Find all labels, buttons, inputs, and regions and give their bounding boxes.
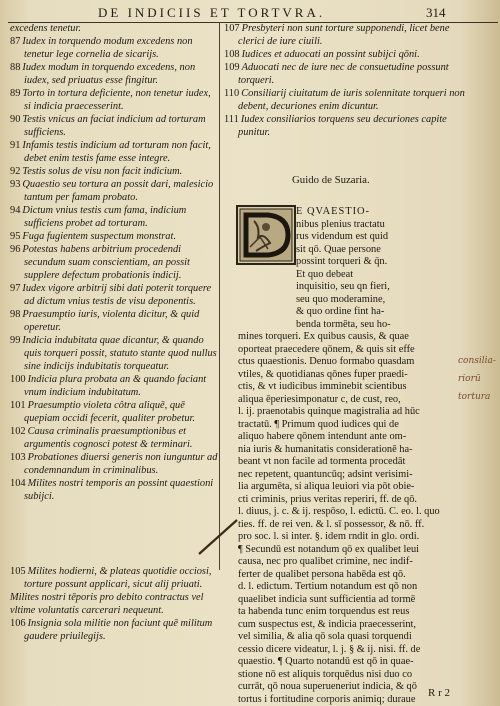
text-line: cessio dicere videatur, l. j. § & ij. nisi. ff. de xyxy=(238,643,421,655)
marginal-note: tortura xyxy=(458,392,491,402)
entry-number: 106 xyxy=(10,618,26,629)
text-line: inquisitio, seu qn fieri, xyxy=(296,281,390,292)
text-line: possint torqueri & q̄n. xyxy=(296,256,388,267)
text-line: l. ij. praenotabis quinque magistralia ad hūc xyxy=(238,406,420,417)
entry-number: 88 xyxy=(10,62,21,73)
entry-number: 104 xyxy=(10,478,26,489)
text-line: nec repetent, quantuncūq; adsint verisimi- xyxy=(238,468,413,480)
page-title: DE INDICIIS ET TORTVRA. xyxy=(98,5,326,20)
index-entry xyxy=(222,61,466,87)
entry-text: Iudex vigore arbitrij sibi dati poterit torquere ad dictum vnius testis de visu deponentis. xyxy=(22,283,212,307)
entry-number: 108 xyxy=(224,49,240,60)
index-entry xyxy=(8,61,218,87)
entry-text: Dictum vnius testis cum fama, indicium sufficiens probet ad torturam. xyxy=(22,205,187,229)
index-entry xyxy=(8,591,223,617)
text-line: lia argumēta, si aliqua leuiori via pōt obie- xyxy=(238,481,415,492)
text-line: benda tormēta, seu ho- xyxy=(296,318,391,330)
entry-number: 111 xyxy=(224,114,239,125)
index-entry xyxy=(8,113,218,139)
text-line: mines torqueri. Ex quibus causis, & quae xyxy=(238,331,409,342)
text-line: beant vt non facile ad tormenta procedāt xyxy=(238,456,406,467)
index-entry xyxy=(222,87,466,113)
signature-mark: R r 2 xyxy=(428,687,450,699)
text-line: ferter de qualibet persona habēda est qō. xyxy=(238,568,406,580)
entry-number: 93 xyxy=(10,179,21,190)
text-line: vel similia, & alia qō sola quasi torquendi xyxy=(238,631,412,642)
text-line: rus videndum est quid xyxy=(296,231,389,242)
text-line: d. l. edictum. Tertium notandum est qō non xyxy=(238,581,418,592)
index-column-left-tail xyxy=(8,565,223,643)
text-line: cum suspectus est, & indicia praecesserint, xyxy=(238,618,417,630)
index-entry xyxy=(8,399,218,425)
text-line: l. diuus, j. c. & ij. respōso, l. edictū. C. eo. l. quo xyxy=(238,506,440,517)
entry-text: excedens tenetur. xyxy=(10,23,81,34)
text-line: tortus i fortitudine corporis animiq; duraue xyxy=(238,693,416,705)
entry-number: 91 xyxy=(10,140,21,151)
index-entry xyxy=(8,617,223,643)
entry-text: Praesumptio violeta côtra aliquē, quē quepiam occidi fecerit, qualiter probetur. xyxy=(24,400,196,424)
index-entry xyxy=(8,373,218,399)
commentary-text xyxy=(238,192,466,706)
entry-text: Iudex consiliarios torquens seu decuriones capite punitur. xyxy=(238,114,447,138)
index-entry xyxy=(8,165,218,178)
entry-text: Praesumptio iuris, violenta dicitur, & quid operetur. xyxy=(22,309,200,333)
entry-number: 100 xyxy=(10,374,26,385)
text-line: currāt, qō noua superueneriut indicia, & qō xyxy=(238,681,417,692)
section-author: Guido de Suzaria. xyxy=(292,174,370,186)
entry-number: 87 xyxy=(10,36,21,47)
entry-text: Fuga fugientem suspectum monstrat. xyxy=(22,231,176,242)
index-entry xyxy=(8,243,218,282)
text-line: aliquo habere qōnem intendunt ante om- xyxy=(238,431,407,442)
entry-number: 110 xyxy=(224,88,240,99)
marginal-note: riorū xyxy=(458,374,481,384)
index-entry xyxy=(8,308,218,334)
entry-text: Milites nostri tēporis pro debito contractus vel vltime voluntatis carcerari nequeunt. xyxy=(10,592,204,616)
index-entry xyxy=(8,425,218,451)
entry-text: Milites hodierni, & plateas quotidie occiosi, torture possunt applicari, sicut alij priuati. xyxy=(24,566,212,590)
index-entry xyxy=(222,22,466,48)
index-entry xyxy=(8,87,218,113)
entry-number: 103 xyxy=(10,452,26,463)
index-entry xyxy=(8,204,218,230)
entry-text: Insignia sola militie non faciunt quē militum gaudere priuilegijs. xyxy=(24,618,213,642)
entry-number: 95 xyxy=(10,231,21,242)
entry-text: Iudex modum in torquendo excedens, non iudex, sed priuatus esse fingitur. xyxy=(22,62,196,86)
text-line: ties. ff. de rei ven. & l. sī possessor, & nō. ff. xyxy=(238,518,425,530)
text-line: nibus plenius tractatu xyxy=(296,218,385,230)
entry-text: Causa criminalis praesumptionibus et argumentis cognosci potest & terminari. xyxy=(24,426,193,450)
entry-text: Testis solus de visu non facit indicium. xyxy=(22,166,183,177)
entry-number: 90 xyxy=(10,114,21,125)
index-column-right xyxy=(222,22,466,139)
entry-text: Torto in tortura deficiente, non tenetur iudex, si indicia praecesserint. xyxy=(22,88,211,112)
marginal-note: consilia- xyxy=(458,356,496,366)
entry-number: 101 xyxy=(10,400,26,411)
entry-text: Quaestio seu tortura an possit dari, malesicio tantum per famam probato. xyxy=(22,179,214,203)
entry-number: 96 xyxy=(10,244,21,255)
entry-text: Indicia indubitata quae dicantur, & quando quis torqueri possit, statuto stante quod nullus sine indicijs indubitatis torqueatur. xyxy=(22,335,217,372)
text-line: ctis, & vt iudicibus imminebit scientibus xyxy=(238,381,407,392)
index-entry xyxy=(8,178,218,204)
column-divider xyxy=(219,22,220,570)
text-line: quaelibet indicia sunt sufficientia ad tormē xyxy=(238,593,416,605)
index-column-left xyxy=(8,22,218,503)
pen-stroke-mark xyxy=(195,510,245,560)
text-line: sit qō. Quae persone xyxy=(296,243,381,255)
text-line: tractatū. ¶ Primum quod iudices qui de xyxy=(238,418,399,430)
text-line: ta habenda tunc enim torquendus est reus xyxy=(238,606,410,617)
entry-number: 92 xyxy=(10,166,21,177)
entry-number: 105 xyxy=(10,566,26,577)
text-line: seu quo moderamine, xyxy=(296,293,386,305)
entry-text: Milites nostri temporis an possint quaestioni subijci. xyxy=(24,478,214,502)
entry-text: Presbyteri non sunt torture supponendi, licet bene clerici de iure ciuili. xyxy=(238,23,450,47)
text-line: stione nō est aliquis torquēdus nisi duo co xyxy=(238,668,413,680)
entry-text: Iudices et aduocati an possint subijci qōni. xyxy=(241,49,420,60)
entry-number: 107 xyxy=(224,23,240,34)
index-entry xyxy=(8,565,223,591)
index-entry xyxy=(8,22,218,35)
entry-text: Consiliarij ciuitatum de iuris solennitate torqueri non debent, decuriones enim dicuntur. xyxy=(238,88,465,112)
entry-text: Infamis testis indicium ad torturam non facit, debet enim testis fame esse integre. xyxy=(22,140,211,164)
index-entry xyxy=(8,334,218,373)
index-entry xyxy=(8,35,218,61)
entry-number: 89 xyxy=(10,88,21,99)
page-number: 314 xyxy=(426,5,446,20)
text-line: ctus quaestionis. Denuo formabo quasdam xyxy=(238,356,415,367)
index-entry xyxy=(222,113,466,139)
text-line: vtiles, & quotidianas qōnes fuper praedi- xyxy=(238,368,408,380)
entry-text: Iudex in torquendo modum excedens non tenetur lege cornelia de sicarijs. xyxy=(22,36,193,60)
text-line: aliqua ēperiesimponatur c, de cust, reo, xyxy=(238,393,401,405)
index-entry xyxy=(222,48,466,61)
entry-number: 94 xyxy=(10,205,21,216)
text-line: E QVAESTIO- xyxy=(296,206,371,217)
entry-text: Aduocati nec de iure nec de consuetudine possunt torqueri. xyxy=(238,62,449,86)
entry-number: 109 xyxy=(224,62,240,73)
entry-text: Probationes diuersi generis non iunguntur ad condemnandum in criminalibus. xyxy=(24,452,218,476)
text-line: & quo ordine fint ha- xyxy=(296,306,385,317)
text-line: Et quo debeat xyxy=(296,268,354,280)
entry-text: Indicia plura probata an & quando faciant vnum indicium indubitatum. xyxy=(24,374,207,398)
index-entry xyxy=(8,139,218,165)
entry-number: 102 xyxy=(10,426,26,437)
text-line: oporteat praecedere qōnem, & quis sit effe xyxy=(238,343,415,355)
entry-number: 97 xyxy=(10,283,21,294)
text-line: cti criminis, prius veritas reperiri, ff. de qō. xyxy=(238,493,417,505)
text-line: ¶ Secundū est notandum qō ex qualibet leui xyxy=(238,543,420,555)
index-entry xyxy=(8,477,218,503)
running-head xyxy=(8,2,498,23)
text-line: causa, nec pro qualibet crimine, nec indif- xyxy=(238,556,413,567)
text-line: pro soc. l. si inter. §. idem rndit in glo. ordi. xyxy=(238,531,420,542)
entry-number: 98 xyxy=(10,309,21,320)
text-line: quaestio. ¶ Quarto notandū est qō in quae- xyxy=(238,656,414,667)
index-entry xyxy=(8,451,218,477)
text-line: nia iuris & humanitatis considerationē ha- xyxy=(238,443,413,455)
index-entry xyxy=(8,282,218,308)
handwritten-marginalia xyxy=(458,352,496,406)
entry-text: Potestas habens arbitrium procedendi secundum suam conscientiam, an possit supplere defectum probationis indicij. xyxy=(22,244,190,281)
entry-text: Testis vnicus an faciat indicium ad torturam sufficiens. xyxy=(22,114,206,138)
entry-number: 99 xyxy=(10,335,21,346)
index-entry xyxy=(8,230,218,243)
